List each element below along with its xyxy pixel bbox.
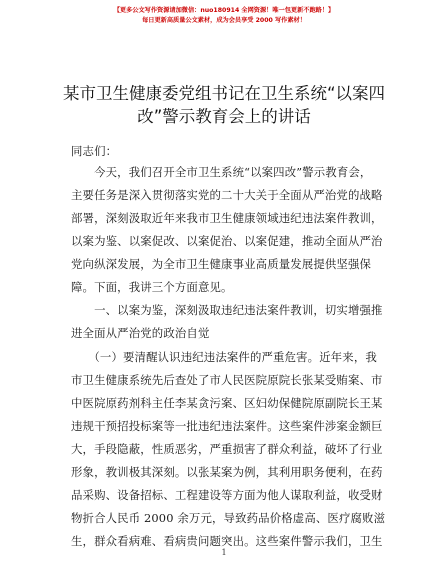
body-line: 障。下面，我讲三个方面意见。 [71,280,233,294]
body-line: 以案为鉴、以案促改、以案促治、以案促建，推动全面从严治 [71,234,383,248]
promo-banner-line-1: 【更多公文写作资源请加微信：nuo180914 全网资源！唯一包更新不跑路！】 [113,7,335,14]
body-line: 物折合人民币 2000 余万元，导致药品价格虚高、医疗腐败滋 [71,511,386,525]
body-line: 市卫生健康系统先后查处了市人民医院原院长张某受贿案、市 [71,373,383,387]
body-line: 主要任务是深入贯彻落实党的二十大关于全面从严治党的战略 [71,188,383,202]
body-line: 品采购、设备招标、工程建设等方面为他人谋取利益，收受财 [71,488,383,502]
subsection-line: （一）要清醒认识违纪违法案件的严重危害。近年来，我 [71,350,377,364]
salutation: 同志们： [71,144,118,158]
page-number: 1 [221,548,227,557]
body-line: 部署，深刻汲取近年来我市卫生健康领域违纪违法案件教训， [71,211,383,225]
document-title-line-1: 某市卫生健康委党组书记在卫生系统“以案四 [62,84,386,103]
body-line: 中医院原药剂科主任李某贪污案、区妇幼保健院原副院长王某 [71,396,383,410]
body-line: 违规干预招投标案等一批违纪违法案件。这些案件涉案金额巨 [71,419,383,433]
document-title-line-2: 改”警示教育会上的讲话 [137,107,311,126]
promo-banner-line-2: 每日更新高质量公文素材，成为会员享受 2000 写作素材！ [142,17,306,24]
body-line: 今天，我们召开全市卫生系统“以案四改”警示教育会， [71,165,372,179]
body-line: 生，群众看病难、看病贵问题突出。这些案件警示我们，卫生 [71,534,383,548]
section-heading-line: 进全面从严治党的政治自觉 [71,326,210,340]
body-line: 大，手段隐蔽，性质恶劣，严重损害了群众利益，破坏了行业 [71,442,383,456]
body-line: 形象，教训极其深刻。以张某案为例，其利用职务便利，在药 [71,465,383,479]
body-line: 党向纵深发展，为全市卫生健康事业高质量发展提供坚强保 [71,257,372,271]
section-heading-line: 一、以案为鉴，深刻汲取违纪违法案件教训，切实增强推 [71,303,383,317]
